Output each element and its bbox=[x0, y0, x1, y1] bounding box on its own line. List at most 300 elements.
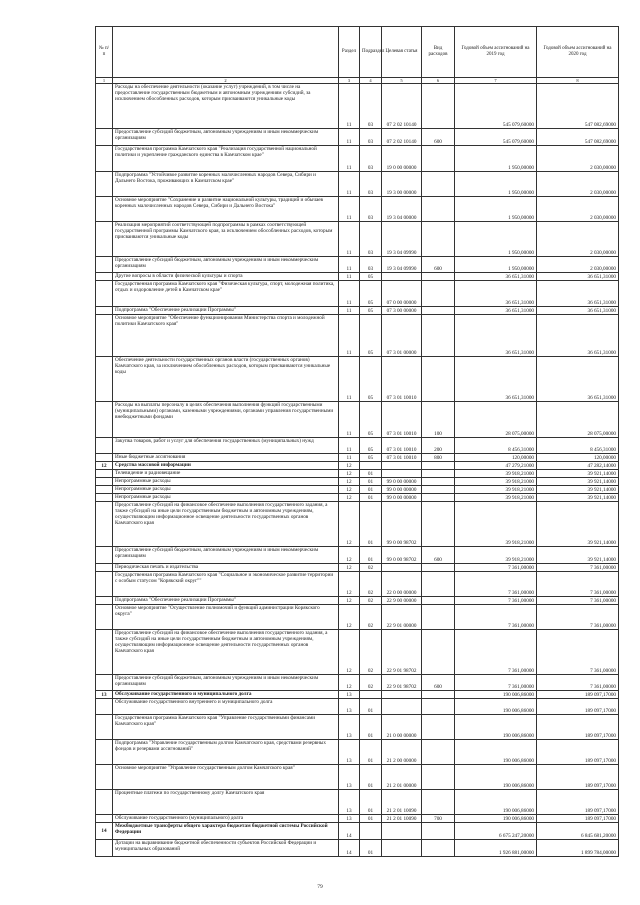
row-razdel: 13 bbox=[339, 815, 360, 823]
row-podrazdel: 01 bbox=[360, 494, 382, 502]
row-name: Непрограммные расходы bbox=[113, 478, 339, 486]
row-amount-2019: 28 075,00000 bbox=[455, 402, 537, 438]
row-amount-2019: 190 006,86000 bbox=[455, 715, 537, 740]
row-vr: 600 bbox=[422, 129, 455, 146]
row-amount-2019: 190 006,86000 bbox=[455, 691, 537, 699]
table-body bbox=[96, 84, 619, 857]
row-vr bbox=[422, 281, 455, 307]
row-number bbox=[96, 197, 113, 222]
row-vr bbox=[422, 462, 455, 470]
row-amount-2020: 36 651,31000 bbox=[537, 281, 619, 307]
row-vr bbox=[422, 494, 455, 502]
row-podrazdel bbox=[360, 691, 382, 699]
row-razdel: 14 bbox=[339, 840, 360, 857]
row-amount-2020: 7 361,00000 bbox=[537, 564, 619, 572]
row-number bbox=[96, 438, 113, 454]
row-razdel: 11 bbox=[339, 197, 360, 222]
row-csr: 22 0 00 00000 bbox=[382, 572, 422, 597]
row-amount-2019: 7 361,00000 bbox=[455, 630, 537, 675]
row-amount-2019: 7 361,00000 bbox=[455, 597, 537, 605]
row-amount-2019: 39 918,21000 bbox=[455, 478, 537, 486]
row-amount-2020: 189 097,17000 bbox=[537, 699, 619, 715]
table-row bbox=[96, 315, 619, 357]
row-razdel: 11 bbox=[339, 307, 360, 315]
row-podrazdel: 05 bbox=[360, 454, 382, 462]
row-name: Государственная программа Камчатского края "Управление государственными финансами Камчатского края" bbox=[113, 715, 339, 740]
row-amount-2020: 7 361,00000 bbox=[537, 605, 619, 630]
row-vr bbox=[422, 715, 455, 740]
row-vr: 800 bbox=[422, 454, 455, 462]
header-name bbox=[113, 27, 339, 78]
row-number bbox=[96, 675, 113, 691]
row-amount-2019: 36 651,31000 bbox=[455, 307, 537, 315]
row-vr bbox=[422, 597, 455, 605]
row-amount-2020: 39 921,14000 bbox=[537, 470, 619, 478]
row-amount-2019: 39 918,21000 bbox=[455, 494, 537, 502]
row-amount-2019: 1 950,00000 bbox=[455, 222, 537, 257]
header-csr: Целевая статья bbox=[382, 27, 422, 78]
row-csr bbox=[382, 699, 422, 715]
row-razdel: 12 bbox=[339, 630, 360, 675]
row-amount-2019: 190 006,86000 bbox=[455, 790, 537, 815]
row-vr bbox=[422, 307, 455, 315]
row-amount-2019: 39 918,21000 bbox=[455, 547, 537, 564]
row-razdel: 12 bbox=[339, 605, 360, 630]
row-csr: 19 3 04 09990 bbox=[382, 222, 422, 257]
row-csr: 22 9 01 00000 bbox=[382, 605, 422, 630]
table-row bbox=[96, 172, 619, 197]
table-row bbox=[96, 129, 619, 146]
row-podrazdel: 01 bbox=[360, 486, 382, 494]
row-amount-2019: 1 926 881,00000 bbox=[455, 840, 537, 857]
row-amount-2020: 1 899 784,00000 bbox=[537, 840, 619, 857]
row-amount-2020: 8 456,31000 bbox=[537, 438, 619, 454]
row-vr bbox=[422, 740, 455, 765]
table-row bbox=[96, 486, 619, 494]
row-amount-2020: 39 921,14000 bbox=[537, 494, 619, 502]
row-number: 14 bbox=[96, 823, 113, 840]
row-number bbox=[96, 84, 113, 129]
table-row bbox=[96, 572, 619, 597]
row-name: Основное мероприятие "Обеспечение функционирования Министерства спорта и молодежной политики Камчатского края" bbox=[113, 315, 339, 357]
row-razdel: 12 bbox=[339, 494, 360, 502]
row-vr: 600 bbox=[422, 257, 455, 273]
row-name: Расходы на обеспечение деятельности (оказание услуг) учреждений, в том числе на предоставление государственным бюджетным и автономным учреждениям субсидий, за исключением обособленных расходов, которым присваиваются уникальные коды bbox=[113, 84, 339, 129]
row-razdel: 11 bbox=[339, 172, 360, 197]
row-amount-2020: 2 030,00000 bbox=[537, 222, 619, 257]
row-razdel: 12 bbox=[339, 478, 360, 486]
header-vr: Вид расходов bbox=[422, 27, 455, 78]
row-number bbox=[96, 315, 113, 357]
row-amount-2019: 190 006,86000 bbox=[455, 699, 537, 715]
row-number bbox=[96, 699, 113, 715]
table-row bbox=[96, 630, 619, 675]
row-vr bbox=[422, 823, 455, 840]
row-name: Иные бюджетные ассигнования bbox=[113, 454, 339, 462]
row-vr bbox=[422, 630, 455, 675]
row-vr bbox=[422, 146, 455, 172]
row-podrazdel: 01 bbox=[360, 502, 382, 547]
row-amount-2020: 2 030,00000 bbox=[537, 146, 619, 172]
row-podrazdel: 03 bbox=[360, 197, 382, 222]
table-row bbox=[96, 357, 619, 402]
row-vr bbox=[422, 172, 455, 197]
row-amount-2019: 1 950,00000 bbox=[455, 197, 537, 222]
row-podrazdel: 01 bbox=[360, 699, 382, 715]
row-podrazdel: 01 bbox=[360, 478, 382, 486]
table-row bbox=[96, 438, 619, 454]
row-name: Закупка товаров, работ и услуг для обеспечения государственных (муниципальных) нужд bbox=[113, 438, 339, 454]
row-amount-2019: 1 950,00000 bbox=[455, 172, 537, 197]
row-csr: 99 0 00 00000 bbox=[382, 486, 422, 494]
row-amount-2019: 190 006,86000 bbox=[455, 740, 537, 765]
row-name: Расходы на выплаты персоналу в целях обеспечения выполнения функций государственными (муниципальными) органами, казенными учреждениями, органами управления государственными внебюджетными фондами bbox=[113, 402, 339, 438]
row-name: Государственная программа Камчатского края "Социальное и экономическое развитие территории с особым статусом "Корякский округ"" bbox=[113, 572, 339, 597]
table-row bbox=[96, 222, 619, 257]
table-row bbox=[96, 564, 619, 572]
row-amount-2020: 189 097,17000 bbox=[537, 691, 619, 699]
row-amount-2019: 36 651,31000 bbox=[455, 281, 537, 307]
row-amount-2020: 7 361,00000 bbox=[537, 597, 619, 605]
row-name: Основное мероприятие "Управление государственным долгом Камчатского края" bbox=[113, 765, 339, 790]
row-csr bbox=[382, 470, 422, 478]
row-vr: 600 bbox=[422, 675, 455, 691]
row-number bbox=[96, 597, 113, 605]
row-number: 13 bbox=[96, 691, 113, 699]
table-row bbox=[96, 454, 619, 462]
row-podrazdel bbox=[360, 823, 382, 840]
row-csr: 07 3 00 00000 bbox=[382, 307, 422, 315]
row-podrazdel: 01 bbox=[360, 740, 382, 765]
row-razdel: 11 bbox=[339, 257, 360, 273]
budget-table-sheet bbox=[95, 26, 618, 857]
row-razdel: 12 bbox=[339, 572, 360, 597]
col-number: 3 bbox=[339, 78, 360, 84]
row-amount-2019: 36 651,31000 bbox=[455, 315, 537, 357]
table-row bbox=[96, 790, 619, 815]
row-razdel: 11 bbox=[339, 281, 360, 307]
row-csr: 07 3 01 10010 bbox=[382, 357, 422, 402]
header-num: № п/п bbox=[96, 27, 113, 78]
row-name: Подпрограмма "Управление государственным долгом Камчатского края, средствами резервных фондов и резервами ассигнований" bbox=[113, 740, 339, 765]
row-name: Обслуживание государственного и муниципального долга bbox=[113, 691, 339, 699]
row-name: Подпрограмма "Устойчивое развитие коренных малочисленных народов Севера, Сибири и Дальнего Востока, проживающих в Камчатском крае" bbox=[113, 172, 339, 197]
col-number: 2 bbox=[113, 78, 339, 84]
row-razdel: 11 bbox=[339, 454, 360, 462]
row-csr: 21 2 01 10090 bbox=[382, 815, 422, 823]
table-row bbox=[96, 197, 619, 222]
table-row bbox=[96, 502, 619, 547]
row-razdel: 12 bbox=[339, 564, 360, 572]
row-razdel: 11 bbox=[339, 357, 360, 402]
table-row bbox=[96, 462, 619, 470]
row-amount-2020: 6 845 681,20000 bbox=[537, 823, 619, 840]
row-podrazdel: 05 bbox=[360, 315, 382, 357]
page-number: 79 bbox=[317, 884, 323, 890]
row-amount-2019: 1 950,00000 bbox=[455, 257, 537, 273]
row-name: Государственная программа Камчатского края "Физическая культура, спорт, молодежная политика, отдых и оздоровление детей в Камчатском крае" bbox=[113, 281, 339, 307]
row-podrazdel: 02 bbox=[360, 630, 382, 675]
row-amount-2020: 47 282,14000 bbox=[537, 462, 619, 470]
row-csr: 22 9 01 98702 bbox=[382, 675, 422, 691]
row-name: Государственная программа Камчатского края "Реализация государственной национальной политики и укрепление гражданского единства в Камчатском крае" bbox=[113, 146, 339, 172]
table-row bbox=[96, 675, 619, 691]
row-csr: 07 2 02 10140 bbox=[382, 84, 422, 129]
table-row bbox=[96, 715, 619, 740]
table-row bbox=[96, 840, 619, 857]
row-podrazdel: 01 bbox=[360, 790, 382, 815]
col-number: 6 bbox=[422, 78, 455, 84]
row-razdel: 13 bbox=[339, 691, 360, 699]
table-row bbox=[96, 281, 619, 307]
row-vr bbox=[422, 273, 455, 281]
row-vr bbox=[422, 197, 455, 222]
row-podrazdel: 02 bbox=[360, 675, 382, 691]
row-number bbox=[96, 129, 113, 146]
row-amount-2020: 36 651,31000 bbox=[537, 315, 619, 357]
row-amount-2019: 7 361,00000 bbox=[455, 675, 537, 691]
row-amount-2019: 39 918,21000 bbox=[455, 470, 537, 478]
row-csr: 07 3 01 00000 bbox=[382, 315, 422, 357]
row-amount-2020: 36 651,31000 bbox=[537, 357, 619, 402]
row-vr bbox=[422, 357, 455, 402]
row-amount-2019: 545 079,60000 bbox=[455, 129, 537, 146]
row-razdel: 12 bbox=[339, 462, 360, 470]
row-number bbox=[96, 402, 113, 438]
row-amount-2020: 189 097,17000 bbox=[537, 715, 619, 740]
row-name: Подпрограмма "Обеспечение реализации Программы" bbox=[113, 597, 339, 605]
row-number bbox=[96, 357, 113, 402]
row-csr: 19 0 00 00000 bbox=[382, 146, 422, 172]
table-row bbox=[96, 307, 619, 315]
row-vr bbox=[422, 840, 455, 857]
row-razdel: 13 bbox=[339, 765, 360, 790]
header-podrazdel: Подраздел bbox=[360, 27, 382, 78]
row-podrazdel: 02 bbox=[360, 605, 382, 630]
row-number bbox=[96, 765, 113, 790]
row-amount-2020: 36 651,31000 bbox=[537, 273, 619, 281]
row-podrazdel: 03 bbox=[360, 257, 382, 273]
row-name: Предоставление субсидий на финансовое обеспечение выполнения государственного задания, а также субсидий на иные цели государственным бюджетным и автономным учреждениям, осуществляющим информационное освещение деятельности государственных органов Камчатского края bbox=[113, 630, 339, 675]
row-number bbox=[96, 564, 113, 572]
row-amount-2020: 7 361,00000 bbox=[537, 630, 619, 675]
row-razdel: 13 bbox=[339, 715, 360, 740]
row-podrazdel: 01 bbox=[360, 470, 382, 478]
row-podrazdel: 01 bbox=[360, 547, 382, 564]
row-amount-2019: 36 651,31000 bbox=[455, 273, 537, 281]
row-razdel: 11 bbox=[339, 84, 360, 129]
row-razdel: 12 bbox=[339, 470, 360, 478]
col-number: 7 bbox=[455, 78, 537, 84]
col-number: 4 bbox=[360, 78, 382, 84]
row-razdel: 14 bbox=[339, 823, 360, 840]
row-amount-2019: 7 361,00000 bbox=[455, 572, 537, 597]
row-amount-2020: 39 921,14000 bbox=[537, 478, 619, 486]
row-csr: 21 2 01 10090 bbox=[382, 790, 422, 815]
row-amount-2020: 39 921,14000 bbox=[537, 486, 619, 494]
row-amount-2019: 545 079,60000 bbox=[455, 84, 537, 129]
row-vr: 200 bbox=[422, 438, 455, 454]
row-razdel: 12 bbox=[339, 486, 360, 494]
row-number bbox=[96, 478, 113, 486]
table-row bbox=[96, 257, 619, 273]
row-vr bbox=[422, 790, 455, 815]
row-number bbox=[96, 790, 113, 815]
row-vr bbox=[422, 315, 455, 357]
row-name: Предоставление субсидий бюджетным, автономным учреждениям и иным некоммерческим организациям bbox=[113, 257, 339, 273]
row-number bbox=[96, 502, 113, 547]
row-vr: 700 bbox=[422, 815, 455, 823]
row-vr bbox=[422, 699, 455, 715]
row-number bbox=[96, 281, 113, 307]
row-razdel: 11 bbox=[339, 222, 360, 257]
row-number bbox=[96, 146, 113, 172]
row-podrazdel: 01 bbox=[360, 840, 382, 857]
row-name: Предоставление субсидий бюджетным, автономным учреждениям и иным некоммерческим организациям bbox=[113, 675, 339, 691]
row-razdel: 11 bbox=[339, 438, 360, 454]
row-amount-2020: 189 097,17000 bbox=[537, 740, 619, 765]
row-podrazdel: 05 bbox=[360, 281, 382, 307]
row-podrazdel: 05 bbox=[360, 402, 382, 438]
row-amount-2020: 120,00000 bbox=[537, 454, 619, 462]
row-name: Процентные платежи по государственному долгу Камчатского края bbox=[113, 790, 339, 815]
row-csr: 07 2 02 10140 bbox=[382, 129, 422, 146]
row-amount-2019: 47 279,21000 bbox=[455, 462, 537, 470]
row-amount-2020: 7 361,00000 bbox=[537, 572, 619, 597]
row-amount-2019: 39 918,21000 bbox=[455, 486, 537, 494]
row-podrazdel: 03 bbox=[360, 84, 382, 129]
row-number: 12 bbox=[96, 462, 113, 470]
row-csr: 07 0 00 00000 bbox=[382, 281, 422, 307]
row-csr: 21 0 00 00000 bbox=[382, 715, 422, 740]
row-amount-2019: 7 361,00000 bbox=[455, 605, 537, 630]
row-podrazdel: 02 bbox=[360, 572, 382, 597]
header-year-2019: Годовой объем ассигнований на 2019 год bbox=[455, 27, 537, 78]
row-vr bbox=[422, 84, 455, 129]
row-number bbox=[96, 740, 113, 765]
row-podrazdel: 01 bbox=[360, 715, 382, 740]
row-name: Предоставление субсидий бюджетным, автономным учреждениям и иным некоммерческим организациям bbox=[113, 547, 339, 564]
row-razdel: 11 bbox=[339, 315, 360, 357]
row-razdel: 11 bbox=[339, 273, 360, 281]
row-amount-2019: 36 651,31000 bbox=[455, 357, 537, 402]
row-podrazdel: 02 bbox=[360, 597, 382, 605]
col-number: 8 bbox=[537, 78, 619, 84]
row-number bbox=[96, 715, 113, 740]
row-amount-2019: 7 361,00000 bbox=[455, 564, 537, 572]
row-podrazdel: 05 bbox=[360, 438, 382, 454]
row-podrazdel bbox=[360, 462, 382, 470]
row-vr bbox=[422, 470, 455, 478]
row-name: Межбюджетные трансферты общего характера бюджетам бюджетной системы Российской Федерации bbox=[113, 823, 339, 840]
header-razdel: Раздел bbox=[339, 27, 360, 78]
row-name: Другие вопросы в области физической культуры и спорта bbox=[113, 273, 339, 281]
row-csr: 99 0 00 00000 bbox=[382, 478, 422, 486]
row-amount-2020: 39 921,14000 bbox=[537, 547, 619, 564]
col-number: 5 bbox=[382, 78, 422, 84]
row-vr bbox=[422, 691, 455, 699]
table-row bbox=[96, 597, 619, 605]
row-csr bbox=[382, 691, 422, 699]
row-name: Средства массовой информации bbox=[113, 462, 339, 470]
row-amount-2019: 39 918,21000 bbox=[455, 502, 537, 547]
row-amount-2020: 36 651,31000 bbox=[537, 307, 619, 315]
table-row bbox=[96, 699, 619, 715]
table-row bbox=[96, 815, 619, 823]
row-podrazdel: 01 bbox=[360, 765, 382, 790]
row-csr bbox=[382, 823, 422, 840]
row-name: Подпрограмма "Обеспечение реализации Программы" bbox=[113, 307, 339, 315]
row-vr: 600 bbox=[422, 547, 455, 564]
row-csr bbox=[382, 273, 422, 281]
row-csr: 22 9 01 98702 bbox=[382, 630, 422, 675]
row-vr bbox=[422, 765, 455, 790]
table-row bbox=[96, 402, 619, 438]
row-name: Телевидение и радиовещание bbox=[113, 470, 339, 478]
table-row bbox=[96, 765, 619, 790]
row-podrazdel: 01 bbox=[360, 815, 382, 823]
row-number bbox=[96, 454, 113, 462]
row-number bbox=[96, 630, 113, 675]
row-csr: 07 3 01 10010 bbox=[382, 454, 422, 462]
row-amount-2020: 189 097,17000 bbox=[537, 765, 619, 790]
row-amount-2020: 189 097,17000 bbox=[537, 815, 619, 823]
row-name: Обслуживание государственного (муниципального) долга bbox=[113, 815, 339, 823]
row-name: Основное мероприятие "Сохранение и развитие национальной культуры, традиций и обычаев коренных малочисленных народов Севера, Сибири и Дальнего Востока" bbox=[113, 197, 339, 222]
row-name: Периодическая печать и издательства bbox=[113, 564, 339, 572]
row-vr bbox=[422, 572, 455, 597]
row-csr: 07 3 01 10010 bbox=[382, 438, 422, 454]
row-amount-2019: 1 950,00000 bbox=[455, 146, 537, 172]
row-podrazdel: 03 bbox=[360, 129, 382, 146]
row-name: Основное мероприятие "Осуществление полномочий и функций администрации Корякского округа" bbox=[113, 605, 339, 630]
row-razdel: 13 bbox=[339, 790, 360, 815]
row-csr: 21 2 01 00000 bbox=[382, 765, 422, 790]
row-number bbox=[96, 222, 113, 257]
row-number bbox=[96, 172, 113, 197]
row-razdel: 11 bbox=[339, 402, 360, 438]
row-podrazdel: 02 bbox=[360, 564, 382, 572]
row-number bbox=[96, 494, 113, 502]
row-vr bbox=[422, 502, 455, 547]
row-amount-2019: 120,00000 bbox=[455, 454, 537, 462]
row-csr bbox=[382, 840, 422, 857]
row-name: Предоставление субсидий на финансовое обеспечение выполнения государственного задания, а также субсидий на иные цели государственным бюджетным и автономным учреждениям, осуществляющим информационное освещение деятельности государственных органов Камчатского края bbox=[113, 502, 339, 547]
row-number bbox=[96, 605, 113, 630]
row-amount-2020: 547 082,69000 bbox=[537, 129, 619, 146]
row-amount-2019: 8 456,31000 bbox=[455, 438, 537, 454]
row-vr bbox=[422, 564, 455, 572]
row-amount-2020: 2 030,00000 bbox=[537, 197, 619, 222]
row-vr: 100 bbox=[422, 402, 455, 438]
row-vr bbox=[422, 605, 455, 630]
row-csr: 19 3 00 00000 bbox=[382, 172, 422, 197]
row-razdel: 12 bbox=[339, 675, 360, 691]
row-name: Реализация мероприятий соответствующей подпрограммы в рамках соответствующей государственной программы Камчатского края, за исключением обособленных расходов, которым присваиваются уникальные коды bbox=[113, 222, 339, 257]
row-amount-2019: 190 006,86000 bbox=[455, 765, 537, 790]
row-name: Обслуживание государственного внутреннего и муниципального долга bbox=[113, 699, 339, 715]
table-row bbox=[96, 823, 619, 840]
row-csr: 22 9 00 00000 bbox=[382, 597, 422, 605]
row-vr bbox=[422, 478, 455, 486]
table-row bbox=[96, 605, 619, 630]
row-number bbox=[96, 486, 113, 494]
row-amount-2020: 7 361,00000 bbox=[537, 675, 619, 691]
row-csr: 99 0 00 00000 bbox=[382, 494, 422, 502]
table-row bbox=[96, 740, 619, 765]
table-header-row bbox=[96, 27, 619, 78]
row-razdel: 11 bbox=[339, 146, 360, 172]
